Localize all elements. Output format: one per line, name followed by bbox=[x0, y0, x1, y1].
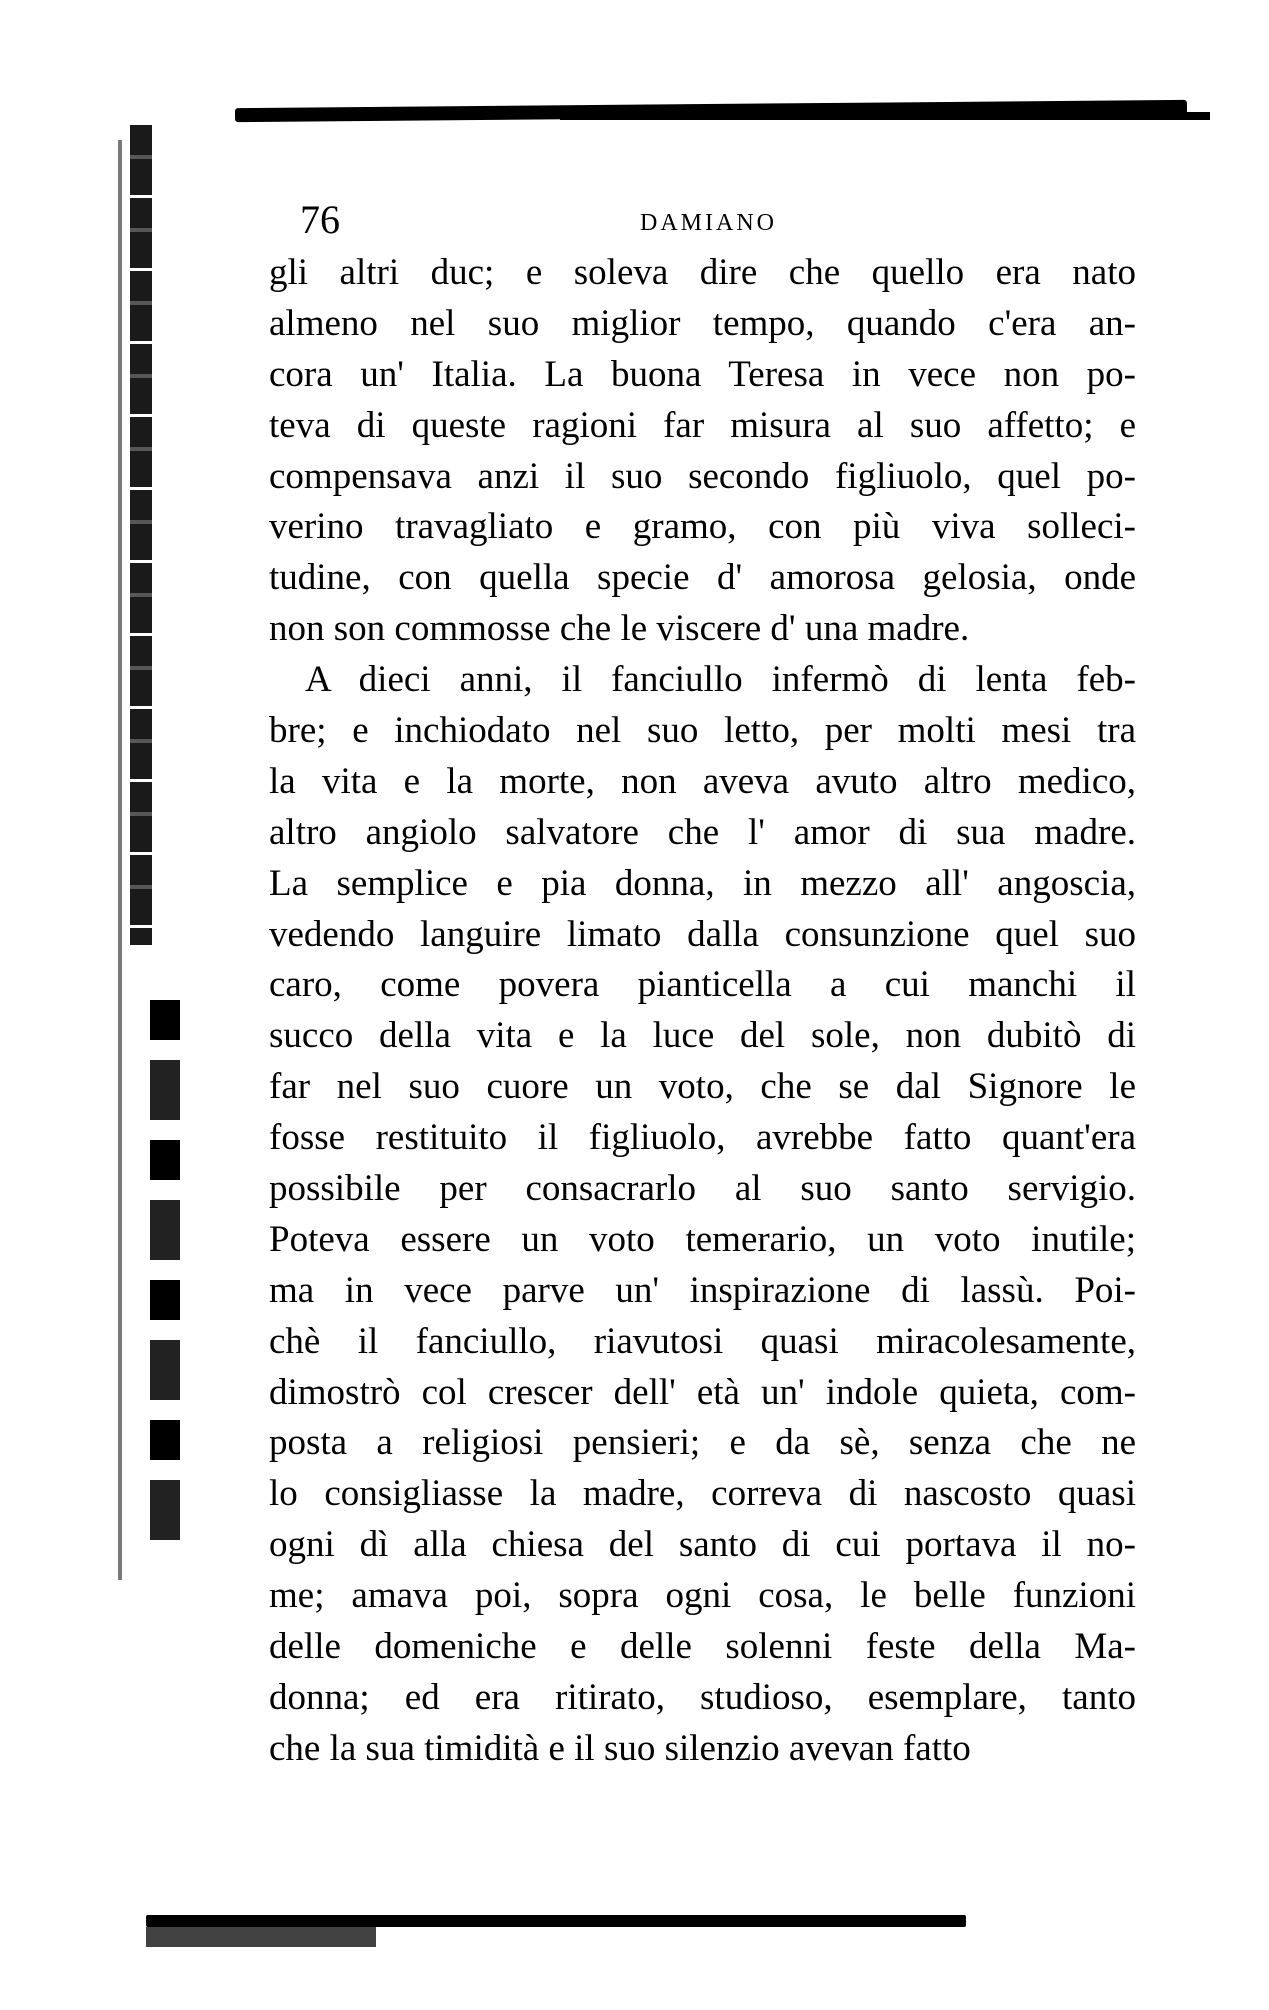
text-line: succo della vita e la luce del sole, non dubitò di bbox=[269, 1015, 1136, 1057]
text-line: che la sua timidità e il suo silenzio avevan fatto bbox=[269, 1727, 971, 1769]
text-line: lo consigliasse la madre, correva di nascosto quasi bbox=[269, 1473, 1136, 1515]
text-line: cora un' Italia. La buona Teresa in vece non po- bbox=[269, 353, 1136, 395]
binding-edge-shadow bbox=[130, 125, 152, 945]
text-line: compensava anzi il suo secondo figliuolo, quel po- bbox=[269, 455, 1136, 497]
text-line: La semplice e pia donna, in mezzo all' angoscia, bbox=[269, 862, 1136, 904]
text-line: bre; e inchiodato nel suo letto, per molti mesi tra bbox=[269, 710, 1136, 752]
running-head: DAMIANO bbox=[640, 210, 777, 236]
binding-edge-shadow bbox=[150, 1000, 180, 1560]
text-line: teva di queste ragioni far misura al suo affetto; e bbox=[269, 404, 1136, 446]
body-text bbox=[269, 248, 1136, 1775]
text-line: A dieci anni, il fanciullo infermò di lenta feb- bbox=[305, 659, 1136, 701]
page-bottom-edge-shadow bbox=[146, 1927, 376, 1947]
text-line: dimostrò col crescer dell' età un' indole quieta, com- bbox=[269, 1371, 1136, 1413]
text-line: almeno nel suo miglior tempo, quando c'era an- bbox=[269, 302, 1136, 344]
paragraph bbox=[269, 655, 1136, 1775]
binding-edge bbox=[118, 140, 122, 1580]
text-line: vedendo languire limato dalla consunzione quel suo bbox=[269, 913, 1136, 955]
text-line: ogni dì alla chiesa del santo di cui portava il no- bbox=[269, 1524, 1136, 1566]
page-top-edge-shadow bbox=[560, 112, 1210, 120]
text-line: gli altri duc; e soleva dire che quello era nato bbox=[269, 252, 1136, 293]
text-line: caro, come povera pianticella a cui manchi il bbox=[269, 964, 1136, 1006]
text-line: chè il fanciullo, riavutosi quasi miracolesamente, bbox=[269, 1320, 1136, 1362]
text-line: delle domeniche e delle solenni feste della Ma- bbox=[269, 1626, 1136, 1668]
page-number: 76 bbox=[300, 197, 340, 242]
text-line: donna; ed era ritirato, studioso, esemplare, tanto bbox=[269, 1676, 1136, 1718]
text-line: la vita e la morte, non aveva avuto altro medico, bbox=[269, 760, 1136, 802]
text-line: posta a religiosi pensieri; e da sè, senza che ne bbox=[269, 1422, 1136, 1464]
text-line: Poteva essere un voto temerario, un voto inutile; bbox=[269, 1218, 1136, 1260]
text-line: me; amava poi, sopra ogni cosa, le belle funzioni bbox=[269, 1575, 1136, 1617]
text-line: fosse restituito il figliuolo, avrebbe fatto quant'era bbox=[269, 1117, 1136, 1159]
text-line: ma in vece parve un' inspirazione di lassù. Poi- bbox=[269, 1269, 1136, 1311]
page-bottom-edge-shadow bbox=[146, 1915, 966, 1927]
text-line: altro angiolo salvatore che l' amor di sua madre. bbox=[269, 811, 1136, 853]
text-line: far nel suo cuore un voto, che se dal Signore le bbox=[269, 1066, 1136, 1108]
text-line: tudine, con quella specie d' amorosa gelosia, onde bbox=[269, 557, 1136, 599]
text-line: possibile per consacrarlo al suo santo servigio. bbox=[269, 1168, 1136, 1210]
text-line: non son commosse che le viscere d' una madre. bbox=[269, 608, 970, 650]
paragraph bbox=[269, 248, 1136, 655]
text-line: verino travagliato e gramo, con più viva solleci- bbox=[269, 506, 1136, 548]
